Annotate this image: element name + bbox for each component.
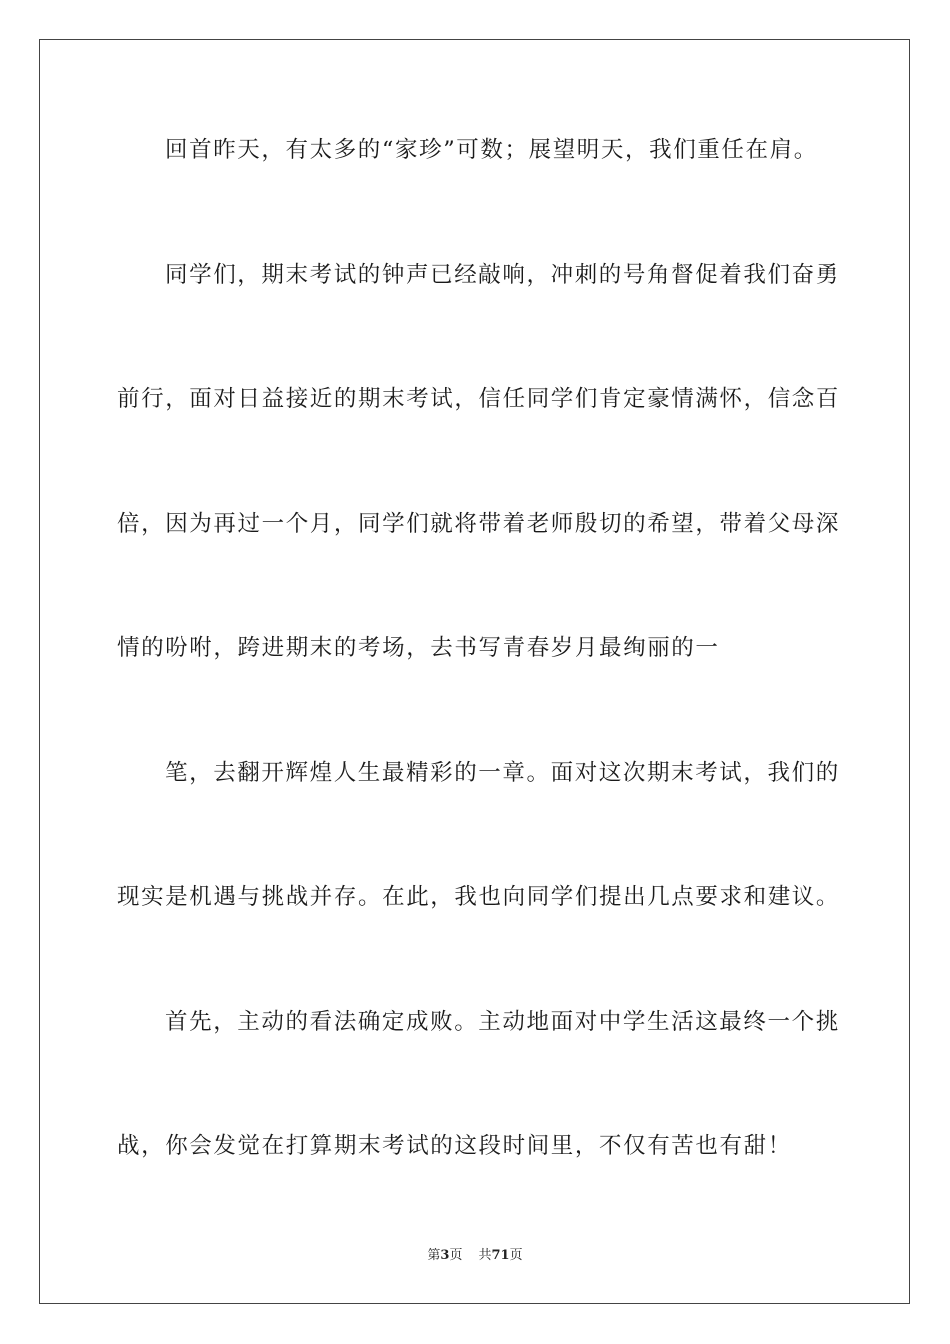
paragraph-line: 现实是机遇与挑战并存。在此，我也向同学们提出几点要求和建议。 [117,884,841,910]
total-suffix: 页 [509,1248,523,1263]
page-prefix: 第 [427,1248,441,1263]
paragraph-line: 首先，主动的看法确定成败。主动地面对中学生活这最终一个挑 [165,1009,840,1035]
paragraph-line: 情的吩咐，跨进期末的考场，去书写青春岁月最绚丽的一 [117,635,720,661]
paragraph-line: 战，你会发觉在打算期末考试的这段时间里，不仅有苦也有甜！ [117,1133,792,1159]
page-footer [0,1247,950,1265]
total-prefix: 共 [478,1248,492,1263]
page-suffix: 页 [449,1248,463,1263]
paragraph-line: 笔，去翻开辉煌人生最精彩的一章。面对这次期末考试，我们的 [165,760,840,786]
paragraph-line: 前行，面对日益接近的期末考试，信任同学们肯定豪情满怀，信念百 [117,386,841,412]
paragraph-line: 回首昨天，有太多的“家珍”可数；展望明天，我们重任在肩。 [165,137,818,163]
page-frame [39,39,910,1304]
paragraph-line: 同学们，期末考试的钟声已经敲响，冲刺的号角督促着我们奋勇 [165,262,840,288]
total-pages: 71 [491,1248,510,1263]
paragraph-line: 倍，因为再过一个月，同学们就将带着老师殷切的希望，带着父母深 [117,511,841,537]
page-number: 3 [440,1248,450,1263]
